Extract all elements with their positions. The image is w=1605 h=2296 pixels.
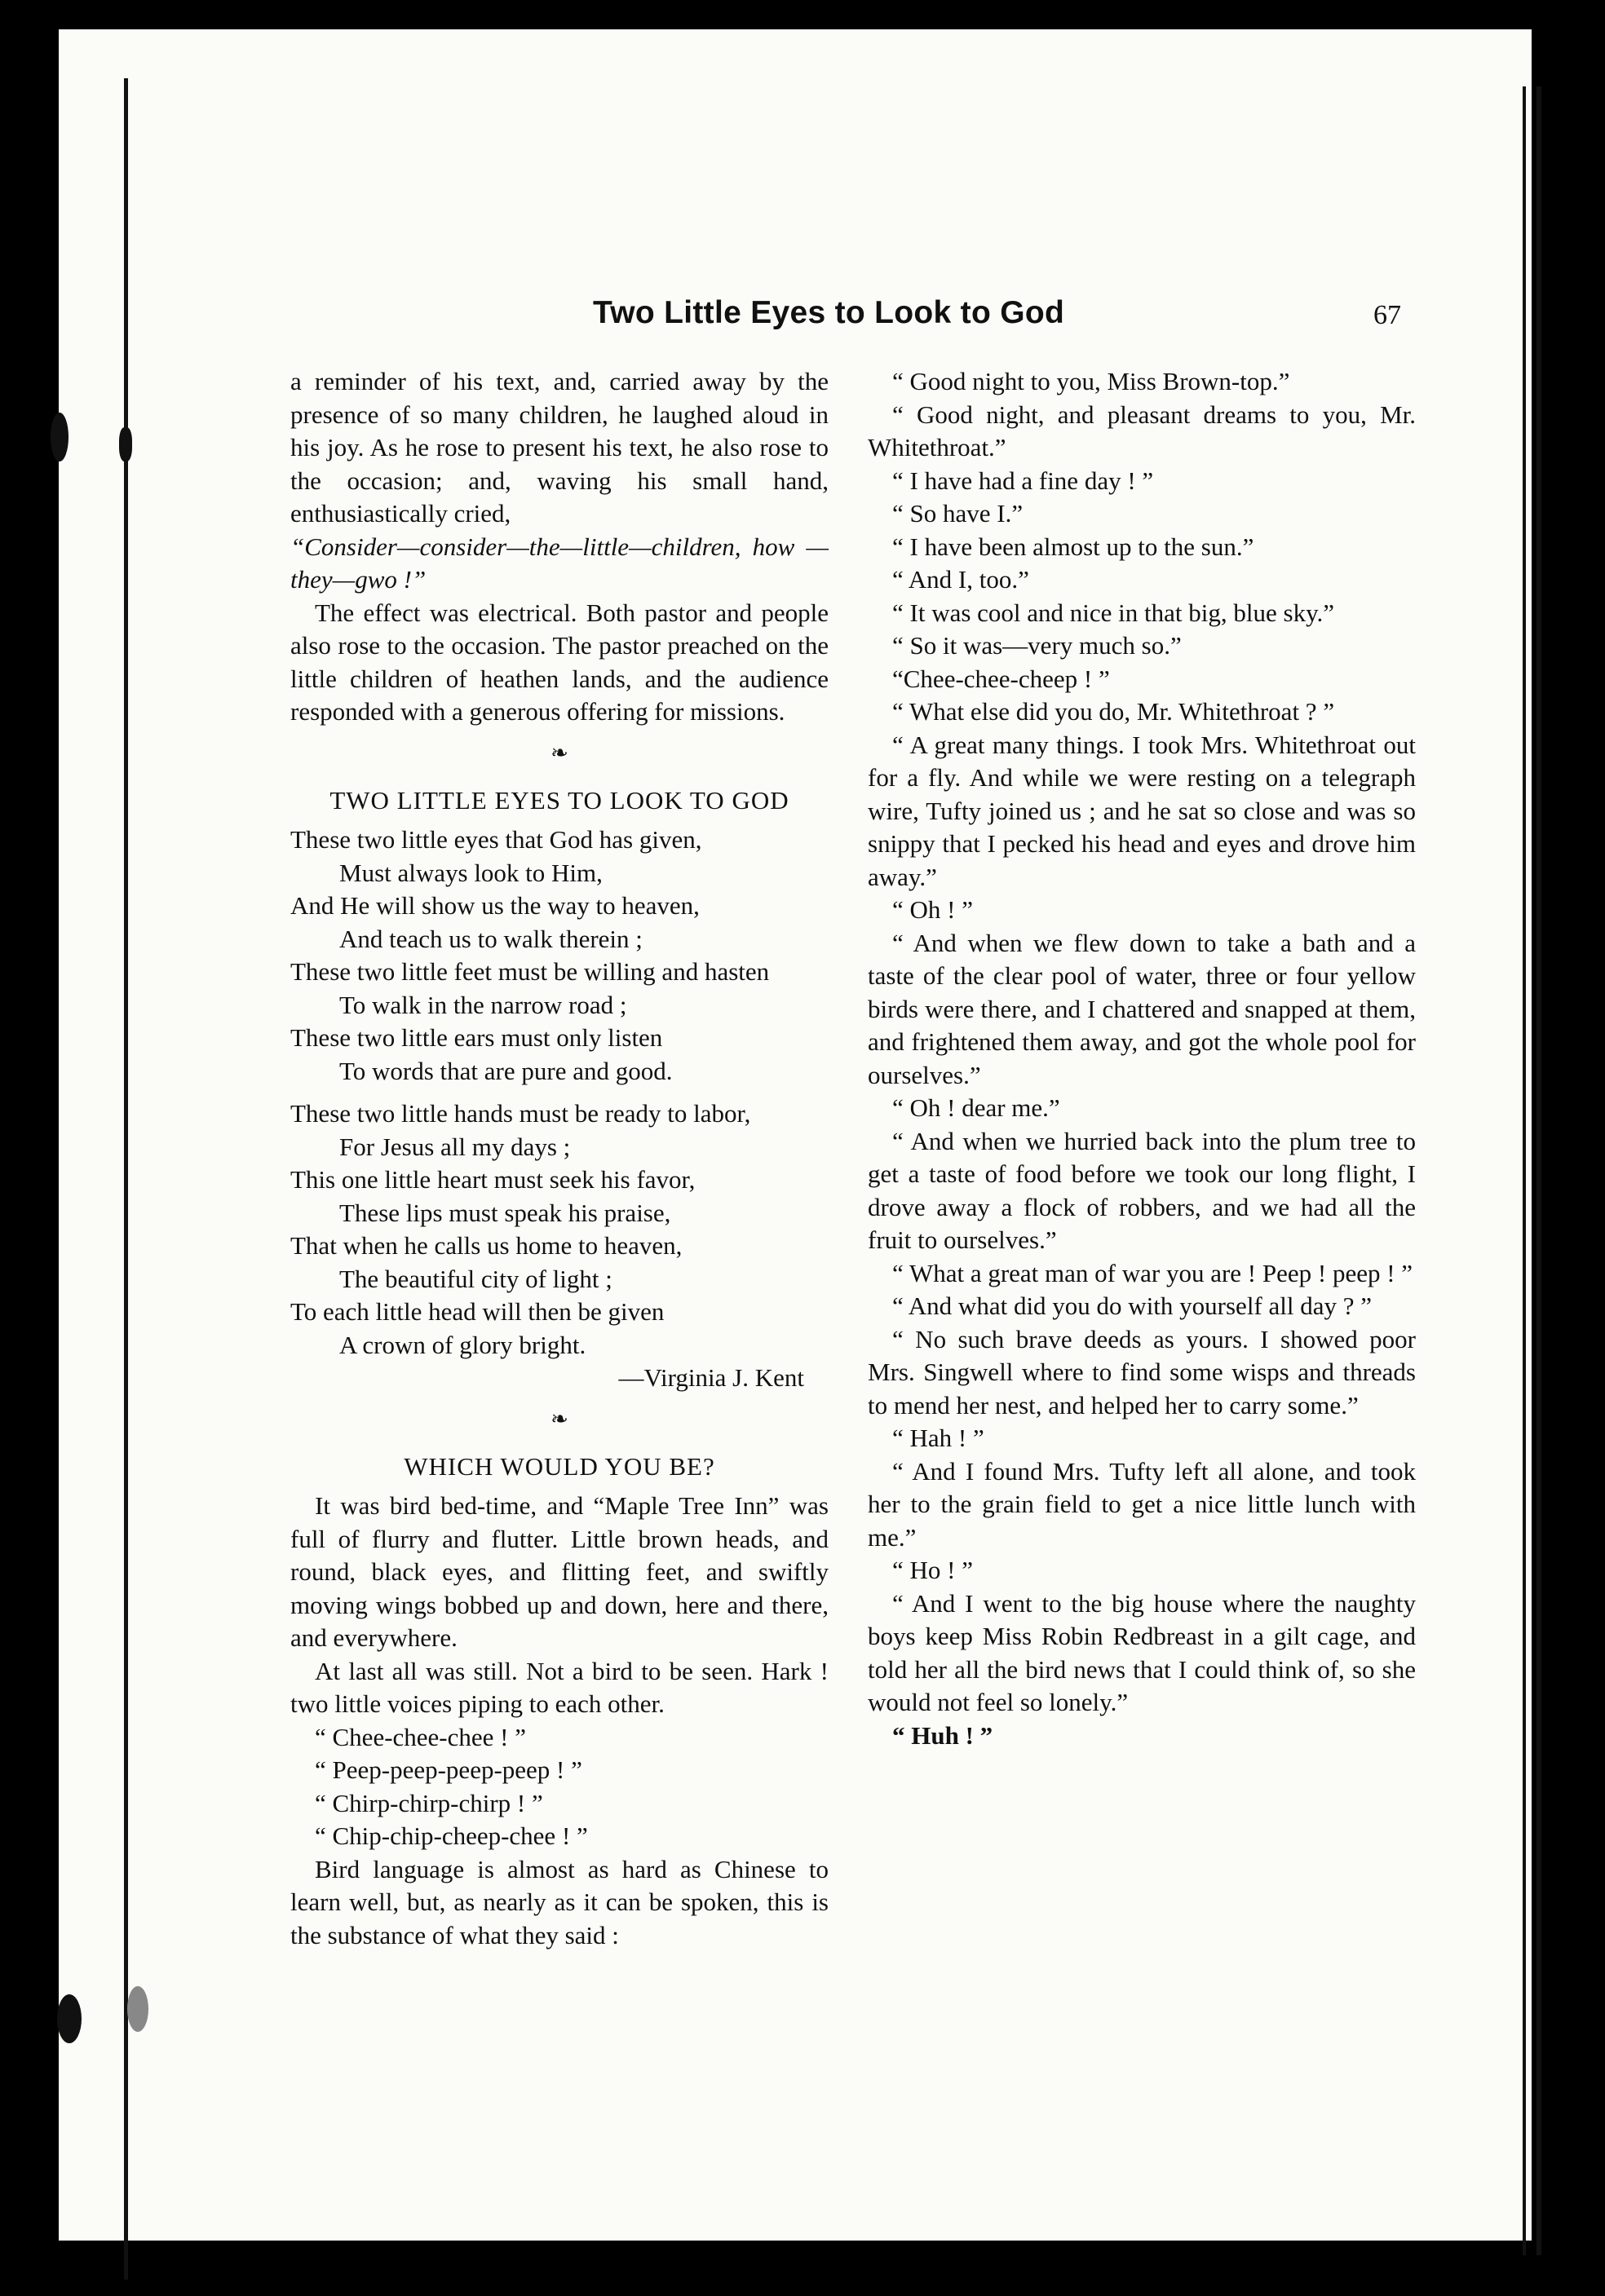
- poem-line: The beautiful city of light ;: [339, 1264, 612, 1293]
- dialogue-line: “ And I went to the big house where the naughty boys keep Miss Robin Redbreast in a gilt cage, and told her all the bird news that I could think of, so she would not feel so lonely.”: [868, 1588, 1416, 1716]
- dialogue-line: “ No such brave deeds as yours. I showed poor Mrs. Singwell where to find some wisps and threads to mend her nest, and helped her to carry some.”: [868, 1324, 1416, 1420]
- dialogue-line: “ Ho ! ”: [892, 1556, 973, 1584]
- dialogue-line: “ What else did you do, Mr. Whitethroat ? ”: [892, 697, 1335, 726]
- quote-text: “Consider—consider—the—little—children, how —they—gwo !”: [290, 532, 829, 594]
- page-edge-line: [1523, 86, 1526, 2255]
- story-title: WHICH WOULD YOU BE?: [404, 1451, 715, 1481]
- dialogue-line: “ And I, too.”: [892, 565, 1029, 594]
- page-number: 67: [1373, 300, 1401, 330]
- dialogue-line: “ And I found Mrs. Tufty left all alone, and took her to the grain field to get a nice little lunch with me.”: [868, 1456, 1416, 1552]
- poem-title: TWO LITTLE EYES TO LOOK TO GOD: [329, 785, 789, 815]
- paragraph: At last all was still. Not a bird to be seen. Hark ! two little voices piping to each other.: [290, 1656, 829, 1718]
- page-edge-line: [1536, 86, 1541, 2255]
- dialogue-line: “Chee-chee-cheep ! ”: [892, 664, 1110, 693]
- ornament-icon: ❧: [550, 740, 568, 765]
- paragraph-quote: [290, 531, 829, 597]
- poem-line: These lips must speak his praise,: [339, 1198, 671, 1227]
- poem-line: And He will show us the way to heaven,: [290, 891, 700, 920]
- dialogue-line: [868, 1720, 1416, 1753]
- left-column: [290, 365, 829, 1952]
- poem-line: A crown of glory bright.: [339, 1330, 586, 1359]
- binding-hole: [57, 1994, 82, 2043]
- poem-line: That when he calls us home to heaven,: [290, 1231, 683, 1260]
- dialogue-line: “ Good night, and pleasant dreams to you, Mr. Whitethroat.”: [868, 400, 1416, 461]
- dialogue-line: “ What a great man of war you are ! Peep ! peep ! ”: [892, 1258, 1413, 1287]
- binding-hole: [119, 427, 132, 461]
- bird-call: “ Peep-peep-peep-peep ! ”: [315, 1755, 582, 1784]
- poem-line: These two little feet must be willing and hasten: [290, 957, 770, 986]
- dialogue-line: “ So it was—very much so.”: [892, 631, 1182, 660]
- binding-hole: [127, 1986, 148, 2032]
- dialogue-line: “ I have had a fine day ! ”: [892, 466, 1154, 495]
- poem-author: —Virginia J. Kent: [618, 1363, 804, 1392]
- dialogue-line: “ So have I.”: [892, 499, 1024, 528]
- poem-line: This one little heart must seek his favor,: [290, 1165, 696, 1194]
- poem-line: These two little ears must only listen: [290, 1023, 663, 1052]
- dialogue-line: “ And when we flew down to take a bath and a taste of the clear pool of water, three or four yellow birds were there, and I chattered and snapped at them, and frightened them away, and got the whole pool for ourselves.”: [868, 928, 1416, 1089]
- dialogue-line: “ Good night to you, Miss Brown-top.”: [892, 367, 1290, 395]
- emphasis-text: “ Huh ! ”: [892, 1720, 993, 1750]
- dialogue-line: “ Oh ! dear me.”: [892, 1093, 1060, 1122]
- binding-edge: [124, 78, 128, 2280]
- paragraph: a reminder of his text, and, carried away by the presence of so many children, he laughed aloud in his joy. As he rose to present his text, he also rose to the occasion; and, waving his small hand, enthusiastically cried,: [290, 367, 829, 528]
- binding-hole: [51, 413, 69, 461]
- dialogue-line: “ Hah ! ”: [892, 1424, 984, 1452]
- dialogue-line: “ A great many things. I took Mrs. Whitethroat out for a fly. And while we were resting on a telegraph wire, Tufty joined us ; and he sat so close and was so snippy that I pecked his head and eyes and drove him away.”: [868, 730, 1416, 891]
- poem-line: And teach us to walk therein ;: [339, 924, 643, 953]
- bird-call: “ Chip-chip-cheep-chee ! ”: [315, 1821, 588, 1850]
- poem-line: To words that are pure and good.: [339, 1056, 673, 1085]
- dialogue-line: “ I have been almost up to the sun.”: [892, 532, 1254, 561]
- poem: [290, 823, 829, 1362]
- poem-line: Must always look to Him,: [339, 858, 603, 887]
- running-title: Two Little Eyes to Look to God: [593, 295, 1065, 330]
- poem-line: These two little hands must be ready to labor,: [290, 1099, 751, 1128]
- poem-line: To each little head will then be given: [290, 1297, 665, 1326]
- poem-line: To walk in the narrow road ;: [339, 990, 627, 1019]
- paragraph: The effect was electrical. Both pastor and people also rose to the occasion. The pastor preached on the little children of heathen lands, and the audience responded with a generous offering for missions.: [290, 598, 829, 726]
- bird-call: “ Chirp-chirp-chirp ! ”: [315, 1788, 543, 1817]
- dialogue-line: “ And what did you do with yourself all day ? ”: [892, 1292, 1373, 1320]
- right-column: [868, 365, 1416, 1752]
- ornament-icon: ❧: [550, 1406, 568, 1431]
- bird-call: “ Chee-chee-chee ! ”: [315, 1722, 526, 1751]
- dialogue-line: “ And when we hurried back into the plum tree to get a taste of food before we took our long flight, I drove away a flock of robbers, and we had all the fruit to ourselves.”: [868, 1126, 1416, 1254]
- book-page: [59, 29, 1532, 2241]
- paragraph: Bird language is almost as hard as Chinese to learn well, but, as nearly as it can be spoken, this is the substance of what they said :: [290, 1854, 829, 1949]
- poem-line: These two little eyes that God has given,: [290, 825, 702, 854]
- paragraph: It was bird bed-time, and “Maple Tree Inn” was full of flurry and flutter. Little brown heads, and round, black eyes, and flitting feet, and swiftly moving wings bobbed up and down, here and there, and everywhere.: [290, 1491, 829, 1652]
- dialogue-line: “ Oh ! ”: [892, 895, 973, 924]
- dialogue-line: “ It was cool and nice in that big, blue sky.”: [892, 598, 1335, 627]
- poem-line: For Jesus all my days ;: [339, 1132, 571, 1161]
